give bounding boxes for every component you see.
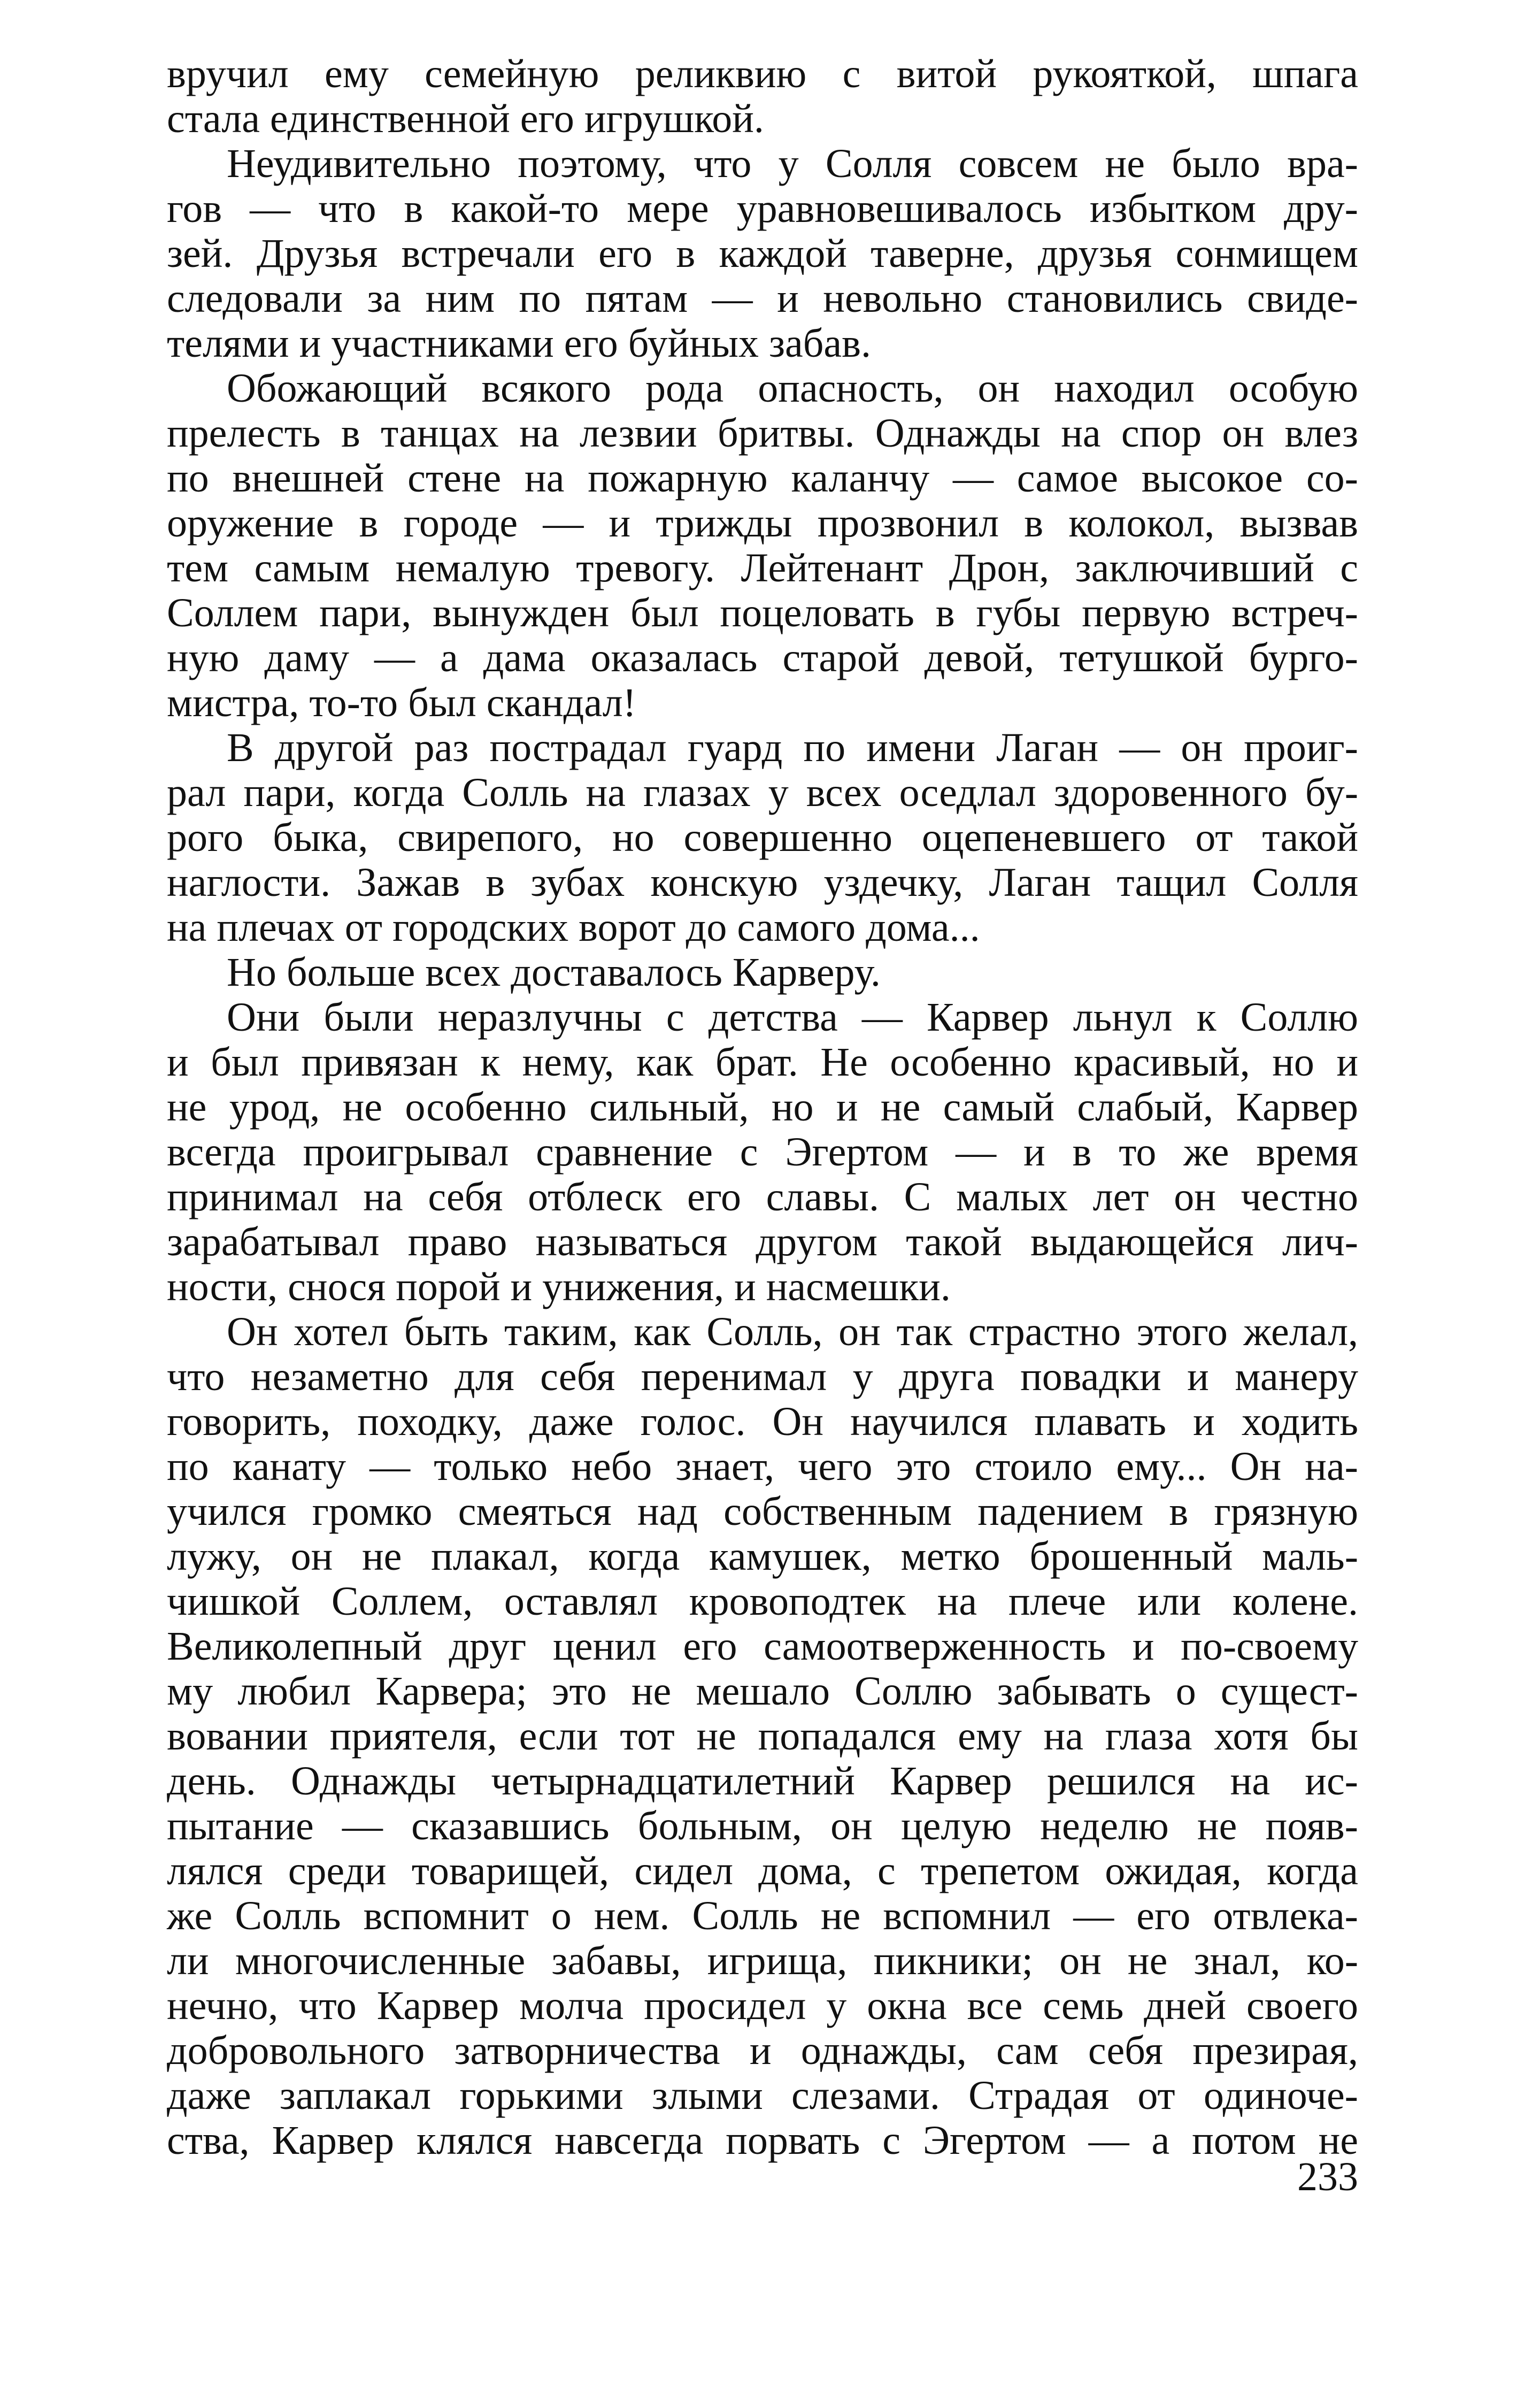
text-line: наглости. Зажав в зубах конскую уздечку, Лаган тащил Солля xyxy=(167,860,1358,905)
text-line: по канату — только небо знает, чего это стоило ему... Он на- xyxy=(167,1444,1358,1489)
text-line: пытание — сказавшись больным, он целую неделю не появ- xyxy=(167,1804,1358,1848)
text-line: Обожающий всякого рода опасность, он находил особую xyxy=(227,366,1358,411)
text-line: учился громко смеяться над собственным падением в грязную xyxy=(167,1489,1358,1534)
text-line: прелесть в танцах на лезвии бритвы. Однажды на спор он влез xyxy=(167,411,1358,456)
text-line: рал пари, когда Солль на глазах у всех оседлал здоровенного бу- xyxy=(167,770,1358,815)
text-line: гов — что в какой-то мере уравновешивалось избытком дру- xyxy=(167,186,1358,231)
text-line: зарабатывал право называться другом такой выдающейся лич- xyxy=(167,1219,1358,1264)
text-line: вручил ему семейную реликвию с витой рукояткой, шпага xyxy=(167,51,1358,96)
text-line: ли многочисленные забавы, игрища, пикники; он не знал, ко- xyxy=(167,1938,1358,1983)
text-line: тем самым немалую тревогу. Лейтенант Дрон, заключивший с xyxy=(167,546,1358,590)
text-line: мистра, то-то был скандал! xyxy=(167,680,636,725)
text-line: ности, снося порой и унижения, и насмешки. xyxy=(167,1264,951,1309)
text-line: зей. Друзья встречали его в каждой таверне, друзья сонмищем xyxy=(167,231,1358,276)
text-line: же Солль вспомнит о нем. Солль не вспомнил — его отвлека- xyxy=(167,1893,1358,1938)
text-line: по внешней стене на пожарную каланчу — самое высокое со- xyxy=(167,456,1358,501)
text-line: рого быка, свирепого, но совершенно оцепеневшего от такой xyxy=(167,815,1358,860)
text-line: и был привязан к нему, как брат. Не особенно красивый, но и xyxy=(167,1040,1358,1085)
text-line: вовании приятеля, если тот не попадался ему на глаза хотя бы xyxy=(167,1714,1358,1759)
text-line: говорить, походку, даже голос. Он научился плавать и ходить xyxy=(167,1399,1358,1444)
text-line: Он хотел быть таким, как Солль, он так страстно этого желал, xyxy=(227,1309,1358,1354)
text-line: следовали за ним по пятам — и невольно становились свиде- xyxy=(167,276,1358,321)
text-line: день. Однажды четырнадцатилетний Карвер решился на ис- xyxy=(167,1759,1358,1804)
text-line: Неудивительно поэтому, что у Солля совсем не было вра- xyxy=(227,141,1358,186)
page-number: 233 xyxy=(1297,2154,1358,2199)
text-line: что незаметно для себя перенимал у друга повадки и манеру xyxy=(167,1354,1358,1399)
text-line: му любил Карвера; это не мешало Соллю забывать о сущест- xyxy=(167,1669,1358,1714)
text-line: добровольного затворничества и однажды, сам себя презирая, xyxy=(167,2028,1358,2073)
text-line: Они были неразлучны с детства — Карвер льнул к Соллю xyxy=(227,995,1358,1040)
text-line: лужу, он не плакал, когда камушек, метко брошенный маль- xyxy=(167,1534,1358,1579)
text-line: даже заплакал горькими злыми слезами. Страдая от одиноче- xyxy=(167,2073,1358,2118)
text-line: принимал на себя отблеск его славы. С малых лет он честно xyxy=(167,1175,1358,1219)
text-line: ную даму — а дама оказалась старой девой, тетушкой бурго- xyxy=(167,635,1358,680)
text-line: оружение в городе — и трижды прозвонил в колокол, вызвав xyxy=(167,501,1358,546)
text-line: Великолепный друг ценил его самоотверженность и по-своему xyxy=(167,1624,1358,1669)
body-text xyxy=(167,51,1358,2163)
text-line: на плечах от городских ворот до самого дома... xyxy=(167,905,980,950)
text-line: лялся среди товарищей, сидел дома, с трепетом ожидая, когда xyxy=(167,1848,1358,1893)
text-line: чишкой Соллем, оставлял кровоподтек на плече или колене. xyxy=(167,1579,1358,1624)
text-line: ства, Карвер клялся навсегда порвать с Эгертом — а потом не xyxy=(167,2118,1358,2163)
text-line: не урод, не особенно сильный, но и не самый слабый, Карвер xyxy=(167,1085,1358,1130)
text-line: телями и участниками его буйных забав. xyxy=(167,321,872,366)
text-line: Но больше всех доставалось Карверу. xyxy=(227,950,881,995)
text-line: В другой раз пострадал гуард по имени Лаган — он проиг- xyxy=(227,725,1358,770)
text-line: всегда проигрывал сравнение с Эгертом — и в то же время xyxy=(167,1130,1358,1175)
text-line: нечно, что Карвер молча просидел у окна все семь дней своего xyxy=(167,1983,1358,2028)
text-line: стала единственной его игрушкой. xyxy=(167,96,764,141)
text-line: Соллем пари, вынужден был поцеловать в губы первую встреч- xyxy=(167,590,1358,635)
